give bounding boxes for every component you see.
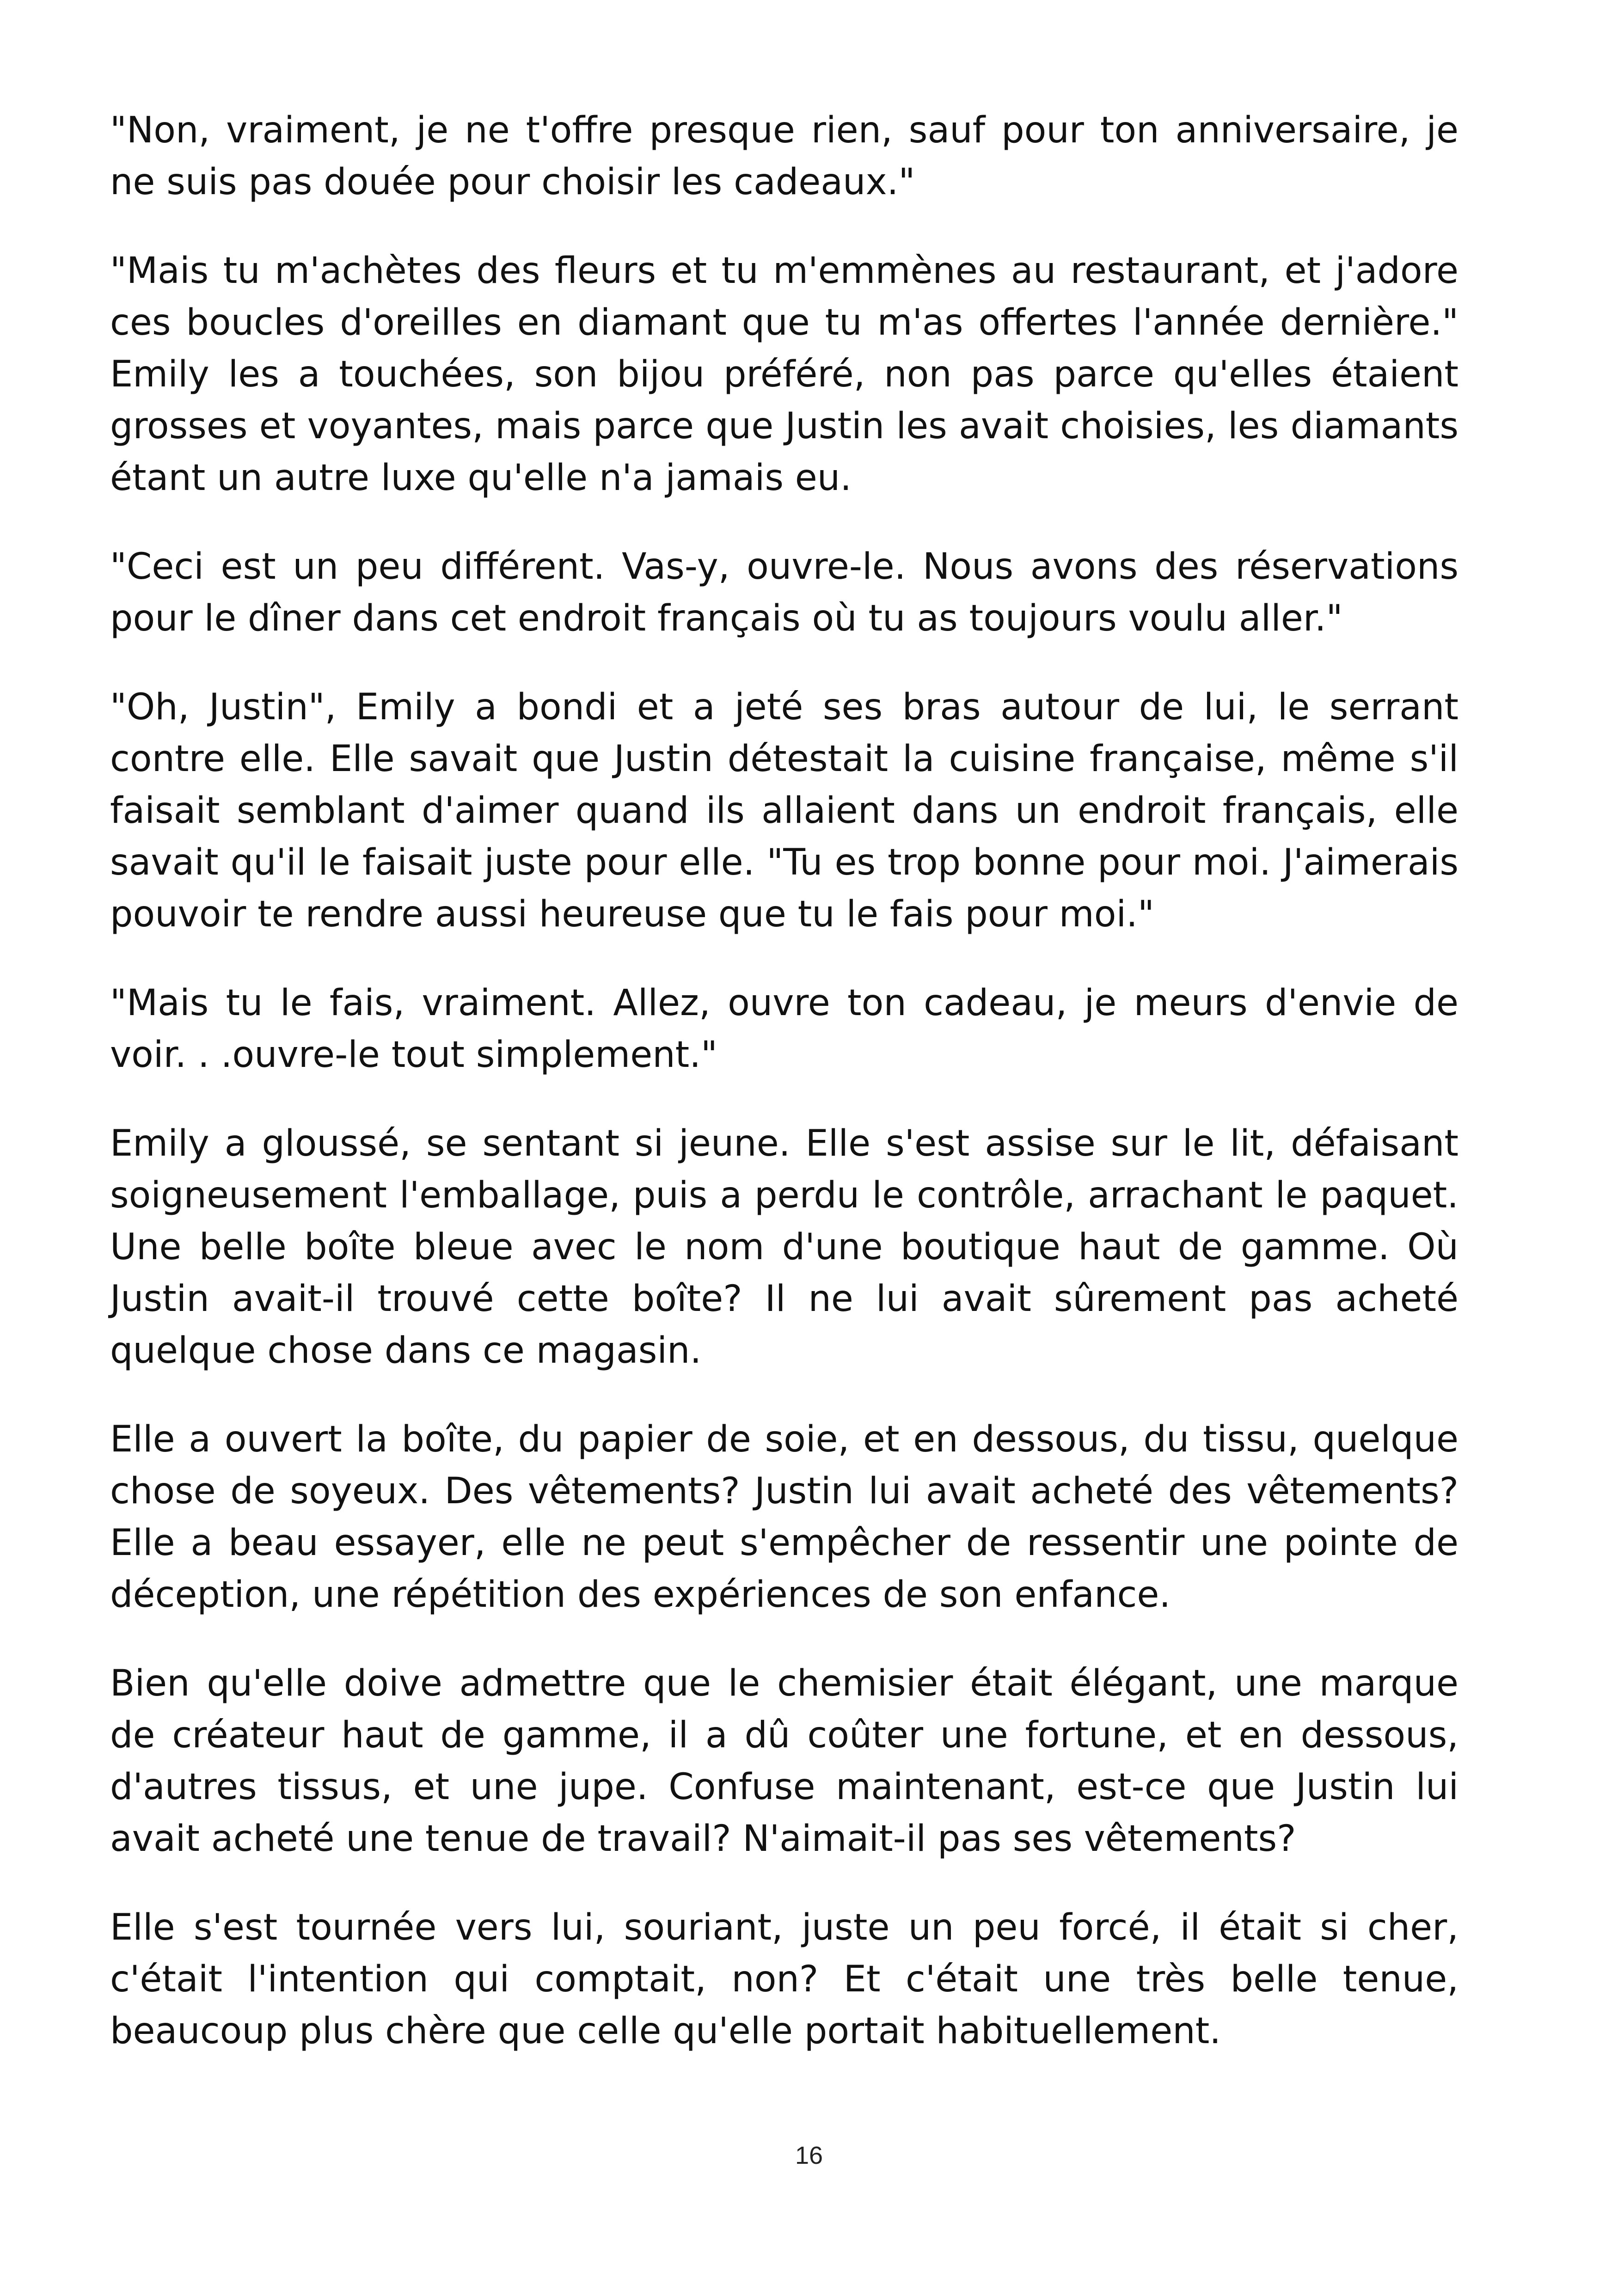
paragraph-9: Elle s'est tournée vers lui, souriant, juste un peu forcé, il était si cher, c'était l'intention qui comptait, non? Et c'était une très belle tenue, beaucoup plus chère que celle qu'elle portait habituellement. [110,1907,1459,2052]
paragraph-5: "Mais tu le fais, vraiment. Allez, ouvre ton cadeau, je meurs d'envie de voir. . .ouvre-le tout simplement." [110,982,1459,1076]
paragraph-8: Bien qu'elle doive admettre que le chemisier était élégant, une marque de créateur haut de gamme, il a dû coûter une fortune, et en dessous, d'autres tissus, et une jupe. Confuse maintenant, est-ce que Justin lui avait acheté une tenue de travail? N'aimait-il pas ses vêtements? [110,1663,1459,1860]
paragraph-3: "Ceci est un peu différent. Vas-y, ouvre-le. Nous avons des réservations pour le dîner dans cet endroit français où tu as toujours voulu aller." [110,546,1459,639]
paragraph-1: "Non, vraiment, je ne t'offre presque rien, sauf pour ton anniversaire, je ne suis pas douée pour choisir les cadeaux." [110,110,1459,203]
paragraph-7: Elle a ouvert la boîte, du papier de soie, et en dessous, du tissu, quelque chose de soyeux. Des vêtements? Justin lui avait acheté des vêtements? Elle a beau essayer, elle ne peut s'empêcher de ressentir une pointe de déception, une répétition des expériences de son enfance. [110,1419,1459,1616]
paragraph-4: "Oh, Justin", Emily a bondi et a jeté ses bras autour de lui, le serrant contre elle. Elle savait que Justin détestait la cuisine française, même s'il faisait semblant d'aimer quand ils allaient dans un endroit français, elle savait qu'il le faisait juste pour elle. "Tu es trop bonne pour moi. J'aimerais pouvoir te rendre aussi heureuse que tu le fais pour moi." [110,686,1459,935]
body-text [110,104,1459,2094]
paragraph-2: "Mais tu m'achètes des fleurs et tu m'emmènes au restaurant, et j'adore ces boucles d'oreilles en diamant que tu m'as offertes l'année dernière." Emily les a touchées, son bijou préféré, non pas parce qu'elles étaient grosses et voyantes, mais parce que Justin les avait choisies, les diamants étant un autre luxe qu'elle n'a jamais eu. [110,250,1459,499]
page-number: 16 [795,2142,823,2169]
paragraph-6: Emily a gloussé, se sentant si jeune. Elle s'est assise sur le lit, défaisant soigneusement l'emballage, puis a perdu le contrôle, arrachant le paquet. Une belle boîte bleue avec le nom d'une boutique haut de gamme. Où Justin avait-il trouvé cette boîte? Il ne lui avait sûrement pas acheté quelque chose dans ce magasin. [110,1123,1459,1371]
